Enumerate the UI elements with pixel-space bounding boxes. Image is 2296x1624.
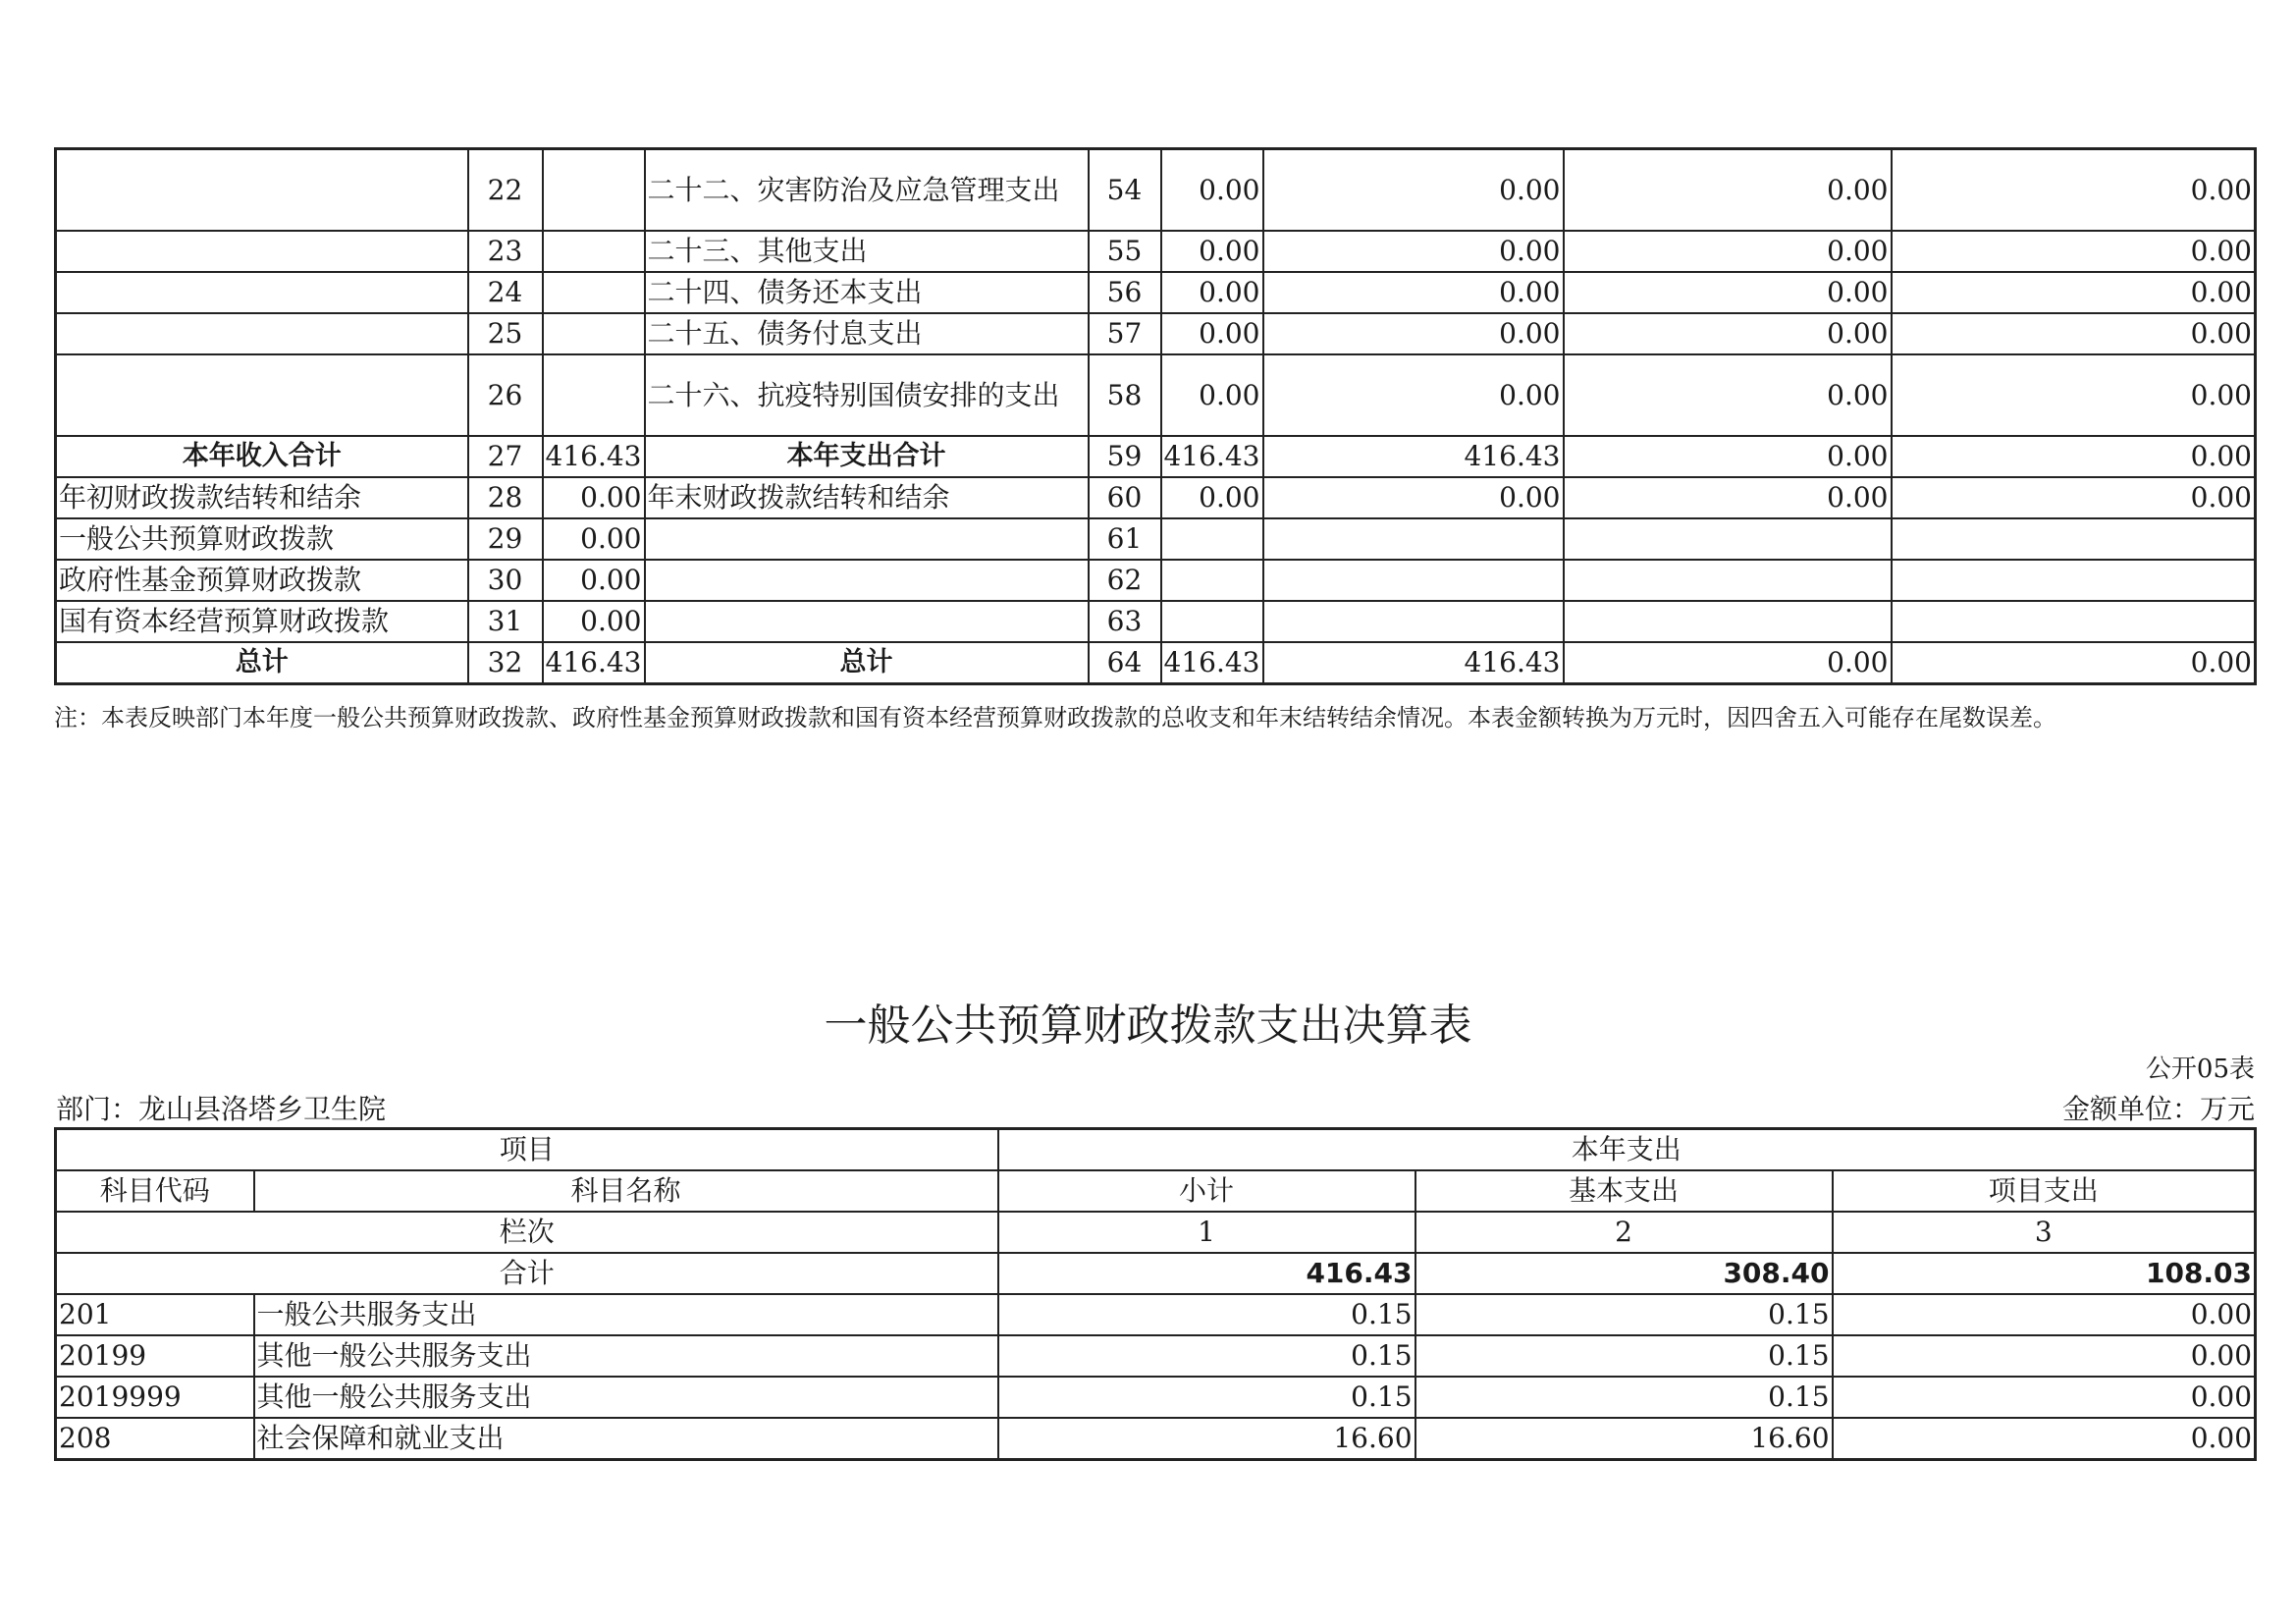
- table-row: [56, 518, 2256, 560]
- expense-capital: [1892, 601, 2256, 642]
- basic-amount: 0.15: [1415, 1294, 1833, 1335]
- table-row: [56, 601, 2256, 642]
- table-row: [56, 560, 2256, 601]
- expense-fund: 0.00: [1564, 313, 1892, 354]
- header-row: [56, 1170, 2256, 1212]
- header-name: 科目名称: [254, 1170, 998, 1212]
- income-amount: 0.00: [543, 601, 645, 642]
- expense-total: 0.00: [1161, 231, 1263, 272]
- project-amount: 0.00: [1833, 1418, 2256, 1460]
- total-project: 108.03: [1833, 1253, 2256, 1294]
- header-project: 项目支出: [1833, 1170, 2256, 1212]
- expense-fund: [1564, 560, 1892, 601]
- header-year-expense: 本年支出: [998, 1129, 2256, 1171]
- expense-general: 416.43: [1263, 436, 1564, 477]
- income-amount: 0.00: [543, 477, 645, 518]
- income-line-no: 30: [468, 560, 543, 601]
- income-amount: [543, 313, 645, 354]
- table-footnote: 注：本表反映部门本年度一般公共预算财政拨款、政府性基金预算财政拨款和国有资本经营预算财政拨款的总收支和年末结转结余情况。本表金额转换为万元时，因四舍五入可能存在尾数误差。: [54, 704, 2056, 731]
- subtotal-amount: 0.15: [998, 1377, 1415, 1418]
- header-code: 科目代码: [56, 1170, 254, 1212]
- expense-general: [1263, 518, 1564, 560]
- expense-capital: 0.00: [1892, 313, 2256, 354]
- table-row: [56, 1418, 2256, 1460]
- subject-code: 201: [56, 1294, 254, 1335]
- expense-capital: 0.00: [1892, 477, 2256, 518]
- total-row: [56, 1253, 2256, 1294]
- expense-total: 416.43: [1161, 642, 1263, 684]
- expense-line-no: 60: [1089, 477, 1161, 518]
- basic-amount: 0.15: [1415, 1335, 1833, 1377]
- expense-line-no: 55: [1089, 231, 1161, 272]
- expense-total: 416.43: [1161, 436, 1263, 477]
- expense-item: 二十三、其他支出: [645, 231, 1089, 272]
- expense-capital: 0.00: [1892, 436, 2256, 477]
- income-amount: 416.43: [543, 642, 645, 684]
- expense-general: 416.43: [1263, 642, 1564, 684]
- basic-amount: 16.60: [1415, 1418, 1833, 1460]
- table-row: [56, 272, 2256, 313]
- total-label: 合计: [56, 1253, 998, 1294]
- subtotal-amount: 0.15: [998, 1335, 1415, 1377]
- subject-name: 社会保障和就业支出: [254, 1418, 998, 1460]
- expense-line-no: 56: [1089, 272, 1161, 313]
- table-row: [56, 231, 2256, 272]
- income-amount: [543, 272, 645, 313]
- expense-capital: 0.00: [1892, 149, 2256, 232]
- income-amount: [543, 231, 645, 272]
- expense-general: 0.00: [1263, 272, 1564, 313]
- expense-total: 0.00: [1161, 149, 1263, 232]
- expense-total: 0.00: [1161, 354, 1263, 436]
- income-item: [56, 354, 468, 436]
- expense-item: [645, 560, 1089, 601]
- expense-line-no: 63: [1089, 601, 1161, 642]
- expense-item: [645, 518, 1089, 560]
- expense-general: 0.00: [1263, 231, 1564, 272]
- header-item: 项目: [56, 1129, 998, 1171]
- income-subtotal-label: 本年收入合计: [56, 436, 468, 477]
- income-item: [56, 272, 468, 313]
- project-amount: 0.00: [1833, 1377, 2256, 1418]
- expense-fund: 0.00: [1564, 149, 1892, 232]
- income-line-no: 27: [468, 436, 543, 477]
- table-code: 公开05表: [2145, 1055, 2255, 1084]
- expense-total: 0.00: [1161, 272, 1263, 313]
- subject-code: 20199: [56, 1335, 254, 1377]
- column-index: 1: [998, 1212, 1415, 1253]
- expense-capital: 0.00: [1892, 354, 2256, 436]
- subject-code: 2019999: [56, 1377, 254, 1418]
- total-basic: 308.40: [1415, 1253, 1833, 1294]
- income-line-no: 24: [468, 272, 543, 313]
- expense-capital: 0.00: [1892, 272, 2256, 313]
- income-total-label: 总计: [56, 642, 468, 684]
- subtotal-amount: 0.15: [998, 1294, 1415, 1335]
- expense-item: 二十二、灾害防治及应急管理支出: [645, 149, 1089, 232]
- expense-fund: 0.00: [1564, 231, 1892, 272]
- expense-line-no: 59: [1089, 436, 1161, 477]
- expense-total: [1161, 560, 1263, 601]
- income-item: 年初财政拨款结转和结余: [56, 477, 468, 518]
- table-row: [56, 477, 2256, 518]
- budget-summary-table: [54, 147, 2257, 685]
- income-line-no: 25: [468, 313, 543, 354]
- income-line-no: 28: [468, 477, 543, 518]
- expense-item: 二十六、抗疫特别国债安排的支出: [645, 354, 1089, 436]
- income-amount: 0.00: [543, 518, 645, 560]
- income-amount: 416.43: [543, 436, 645, 477]
- expenditure-table: [54, 1127, 2257, 1461]
- table-row: [56, 1335, 2256, 1377]
- grand-total-row: [56, 642, 2256, 684]
- income-item: [56, 313, 468, 354]
- subject-name: 其他一般公共服务支出: [254, 1335, 998, 1377]
- column-index-row: [56, 1212, 2256, 1253]
- expense-general: 0.00: [1263, 477, 1564, 518]
- table-row: [56, 313, 2256, 354]
- expense-item: [645, 601, 1089, 642]
- expense-capital: 0.00: [1892, 231, 2256, 272]
- income-amount: [543, 149, 645, 232]
- expense-fund: [1564, 518, 1892, 560]
- income-item: 政府性基金预算财政拨款: [56, 560, 468, 601]
- income-item: [56, 149, 468, 232]
- expense-fund: 0.00: [1564, 477, 1892, 518]
- income-line-no: 23: [468, 231, 543, 272]
- expense-general: [1263, 560, 1564, 601]
- department-label: 部门：龙山县洛塔乡卫生院: [56, 1093, 387, 1125]
- expense-total-label: 总计: [645, 642, 1089, 684]
- expense-general: [1263, 601, 1564, 642]
- table-row: [56, 1377, 2256, 1418]
- income-line-no: 31: [468, 601, 543, 642]
- expense-item: 二十四、债务还本支出: [645, 272, 1089, 313]
- table-row: [56, 354, 2256, 436]
- expense-line-no: 61: [1089, 518, 1161, 560]
- header-subtotal: 小计: [998, 1170, 1415, 1212]
- expense-item: 年末财政拨款结转和结余: [645, 477, 1089, 518]
- income-line-no: 22: [468, 149, 543, 232]
- subject-name: 其他一般公共服务支出: [254, 1377, 998, 1418]
- expense-general: 0.00: [1263, 313, 1564, 354]
- income-item: 国有资本经营预算财政拨款: [56, 601, 468, 642]
- income-line-no: 29: [468, 518, 543, 560]
- expense-capital: [1892, 518, 2256, 560]
- expense-total: [1161, 601, 1263, 642]
- expense-line-no: 62: [1089, 560, 1161, 601]
- header-basic: 基本支出: [1415, 1170, 1833, 1212]
- income-item: 一般公共预算财政拨款: [56, 518, 468, 560]
- expense-capital: [1892, 560, 2256, 601]
- income-amount: [543, 354, 645, 436]
- subtotal-row: [56, 436, 2256, 477]
- project-amount: 0.00: [1833, 1294, 2256, 1335]
- subject-name: 一般公共服务支出: [254, 1294, 998, 1335]
- expense-item: 二十五、债务付息支出: [645, 313, 1089, 354]
- expense-subtotal-label: 本年支出合计: [645, 436, 1089, 477]
- unit-label: 金额单位：万元: [2061, 1093, 2255, 1125]
- column-index: 3: [1833, 1212, 2256, 1253]
- expense-fund: 0.00: [1564, 272, 1892, 313]
- expense-total: 0.00: [1161, 477, 1263, 518]
- expense-fund: [1564, 601, 1892, 642]
- subject-code: 208: [56, 1418, 254, 1460]
- expense-general: 0.00: [1263, 149, 1564, 232]
- income-line-no: 32: [468, 642, 543, 684]
- expense-line-no: 54: [1089, 149, 1161, 232]
- expense-line-no: 64: [1089, 642, 1161, 684]
- basic-amount: 0.15: [1415, 1377, 1833, 1418]
- expense-general: 0.00: [1263, 354, 1564, 436]
- expense-fund: 0.00: [1564, 642, 1892, 684]
- income-item: [56, 231, 468, 272]
- column-index: 2: [1415, 1212, 1833, 1253]
- expense-line-no: 57: [1089, 313, 1161, 354]
- column-index-label: 栏次: [56, 1212, 998, 1253]
- expense-total: [1161, 518, 1263, 560]
- income-line-no: 26: [468, 354, 543, 436]
- table-row: [56, 1294, 2256, 1335]
- total-subtotal: 416.43: [998, 1253, 1415, 1294]
- expense-fund: 0.00: [1564, 354, 1892, 436]
- expense-fund: 0.00: [1564, 436, 1892, 477]
- header-row: [56, 1129, 2256, 1171]
- expense-line-no: 58: [1089, 354, 1161, 436]
- project-amount: 0.00: [1833, 1335, 2256, 1377]
- expense-total: 0.00: [1161, 313, 1263, 354]
- expense-capital: 0.00: [1892, 642, 2256, 684]
- subtotal-amount: 16.60: [998, 1418, 1415, 1460]
- table-row: [56, 149, 2256, 232]
- page-title: 一般公共预算财政拨款支出决算表: [824, 1001, 1472, 1051]
- income-amount: 0.00: [543, 560, 645, 601]
